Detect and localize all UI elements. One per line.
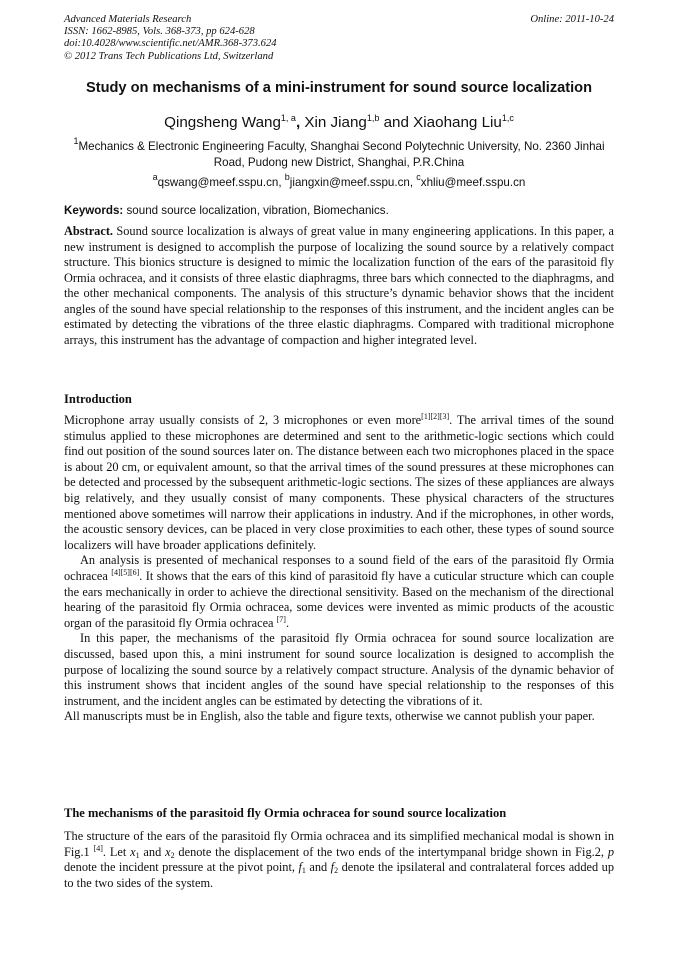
paper-title: Study on mechanisms of a mini-instrument for sound source localization (86, 80, 592, 96)
affiliation-mark: 1 (73, 136, 79, 146)
math-symbol: x (165, 844, 171, 859)
citation-ref: [4] (93, 843, 103, 853)
paragraph-text: . It shows that the ears of this kind of parasitoid fly have a cuticular structure which can couple the ears mechanically in order to achieve the directional sensitivity. Based on the mechanism of the directional hearing of the parasitoid fly Ormia ochracea, some devices were invented as mimic products of the acoustic organ of the parasitoid fly Ormia ochracea (64, 568, 614, 630)
math-subscript: 1 (301, 866, 306, 876)
citation-ref: [1][2][3] (421, 412, 450, 421)
math-subscript: 2 (170, 850, 175, 860)
keywords (64, 204, 614, 217)
keywords-text: sound source localization, vibration, Biomechanics. (123, 204, 389, 217)
paragraph-text: The structure of the ears of the parasitoid fly Ormia ochracea and its simplified mechanical modal is shown in Fig.1 (64, 829, 614, 859)
paragraph: In this paper, the mechanisms of the parasitoid fly Ormia ochracea for sound source localization are discussed, based upon this, a mini instrument for sound source localization is designed to accomplish the purpose of localizing the sound source by a relatively compact structure. Analysis of the dynamic behavior of this instrument shows that incident angles of the sound have special relationship to the responses of this instrument, and the incident angles can be estimated by detecting the vibrations of it. (64, 631, 614, 708)
email-mark: c (416, 172, 421, 182)
journal-name: Advanced Materials Research (64, 14, 192, 25)
issn-line: ISSN: 1662-8985, Vols. 368-373, pp 624-628 (64, 26, 255, 38)
math-symbol: f (298, 860, 302, 875)
email-mark: a (152, 172, 158, 182)
math-symbol: f (330, 860, 335, 875)
paragraph: All manuscripts must be in English, also the table and figure texts, otherwise we cannot publish your paper. (64, 709, 595, 724)
affiliation (64, 136, 614, 170)
author-affil-mark: 1,b (366, 113, 380, 123)
paragraph-text: denote the ipsilateral and contralateral forces added up to the two sides of the system. (64, 860, 614, 890)
online-date: Online: 2011-10-24 (530, 14, 614, 25)
citation-ref: [4][5][6] (111, 567, 140, 577)
author-affil-mark: 1,c (501, 113, 514, 123)
math-subscript: 2 (334, 866, 339, 876)
author-name: Qingsheng Wang (164, 114, 281, 131)
paragraph-text: and (305, 860, 331, 875)
paragraph-text: An analysis is presented of mechanical responses to a sound field of the ears of the parasitoid fly Ormia ochracea (64, 553, 614, 583)
journal-header (64, 14, 614, 63)
paragraph (64, 553, 614, 631)
author-conjunction: and (379, 114, 414, 131)
author-emails (64, 172, 614, 189)
paragraph-text: denote the displacement of the two ends of the intertympanal bridge shown in Fig.2, (174, 844, 608, 859)
paragraph-text: . The arrival times of the sound stimulus applied to these microphones are determined and sent to the arithmetic-logic sections which could find out position of the sound sources later on. The distance between each two microphones placed in the space is about 20 cm, or equivalent amount, so that the arrival times of the sound pressures at these microphones can be detected and processed by the subsequent arithmetic-logic sections. The sizes of these appliances are always big relatively, and they usually consist of many components. These physical characters of the structures mentioned above sometimes will narrow their applications in industry. And if the microphones, in other words, the acoustic sensory devices, can be placed in very close proximities to each other, these types of sound source localizers will have broader applications definitely. (64, 413, 614, 552)
email-link[interactable]: jiangxin@meef.sspu.cn, (289, 176, 417, 189)
math-symbol: x (130, 844, 136, 859)
abstract (64, 224, 614, 348)
keywords-label: Keywords: (64, 204, 124, 217)
mechanisms-body (64, 829, 614, 891)
paragraph-text: and (139, 844, 166, 859)
copyright-line: © 2012 Trans Tech Publications Ltd, Switzerland (64, 50, 274, 62)
email-link[interactable]: xhliu@meef.sspu.cn (420, 176, 526, 189)
introduction-body (64, 413, 614, 725)
email-mark: b (284, 172, 290, 182)
author-separator: , (295, 114, 305, 131)
author-affil-mark: 1, a (280, 113, 296, 123)
paragraph (64, 829, 614, 891)
doi-line: doi:10.4028/www.scientific.net/AMR.368-373.624 (64, 38, 277, 50)
paragraph-text: denote the incident pressure at the pivot point, (64, 860, 299, 875)
section-heading-mechanisms: The mechanisms of the parasitoid fly Ormia ochracea for sound source localization (64, 806, 507, 820)
abstract-text: Sound source localization is always of great value in many engineering applications. In this paper, a new instrument is designed to accomplish the purpose of localizing the sound source by a relatively compact structure. This bionics structure is designed to mimic the localization function of the ears of the parasitoid fly Ormia ochracea, and it consists of three elastic diaphragms, three bars which connected to the diaphragms, and the other mechanical components. The analysis of this structure’s dynamic behavior shows that the incident angles of the sound have special relationship to the responses of this instrument, and the incident angles can be estimated by detecting the vibrations of the three elastic diaphragms. Compared with traditional microphone arrays, this instrument has the advantage of compaction and higher integrated level. (64, 224, 614, 347)
author-name: Xin Jiang (304, 114, 367, 131)
author-name: Xiaohang Liu (413, 114, 502, 131)
abstract-label: Abstract. (64, 224, 114, 238)
math-subscript: 1 (135, 850, 140, 860)
citation-ref: [7] (276, 614, 286, 624)
email-link[interactable]: qswang@meef.sspu.cn, (157, 176, 285, 189)
paragraph-text: Microphone array usually consists of 2, 3 microphones or even more (64, 413, 422, 427)
author-list (40, 114, 638, 131)
paragraph-text: . (285, 615, 290, 630)
paragraph (64, 413, 614, 553)
paragraph-text: . Let (102, 844, 131, 859)
math-symbol: p (607, 844, 614, 859)
section-heading-introduction: Introduction (64, 392, 132, 406)
affiliation-text: Mechanics & Electronic Engineering Faculty, Shanghai Second Polytechnic University, No. 2360 Jinhai Road, Pudong new District, Shanghai, P.R.China (78, 140, 605, 169)
